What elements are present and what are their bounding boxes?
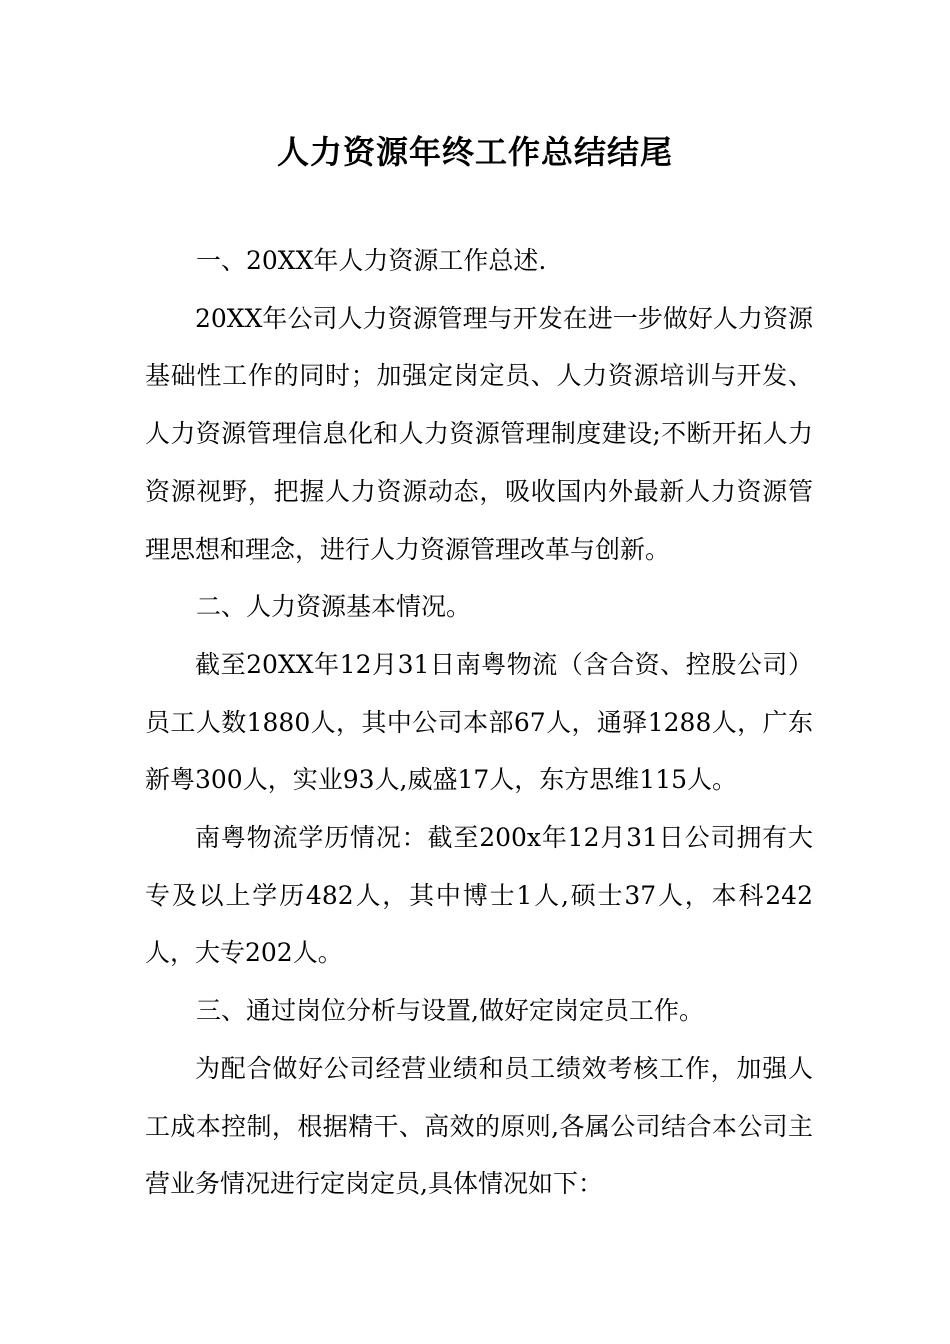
section-heading-2: 二、人力资源基本情况。 bbox=[196, 592, 472, 622]
paragraph-overview: 20XX年公司人力资源管理与开发在进一步做好人力资源基础性工作的同时；加强定岗定员、人力资源培训与开发、人力资源管理信息化和人力资源管理制度建设;不断开拓人力资源视野，把握人力资源动态，吸收国内外最新人力资源管理思想和理念，进行人力资源管理改革与创新。 bbox=[145, 303, 813, 564]
document-title: 人力资源年终工作总结结尾 bbox=[276, 133, 673, 171]
paragraph-headcount: 截至20XX年12月31日南粤物流（含合资、控股公司）员工人数1880人，其中公司本部67人，通驿1288人，广东新粤300人，实业93人,威盛17人，东方思维115人。 bbox=[145, 649, 813, 795]
section-heading-3: 三、通过岗位分析与设置,做好定岗定员工作。 bbox=[196, 996, 704, 1026]
document-body bbox=[145, 232, 813, 1213]
paragraph-staffing: 为配合做好公司经营业绩和员工绩效考核工作，加强人工成本控制，根据精干、高效的原则,各属公司结合本公司主营业务情况进行定岗定员,具体情况如下： bbox=[145, 1053, 813, 1199]
section-heading-1: 一、20XX年人力资源工作总述. bbox=[196, 246, 547, 275]
paragraph-education: 南粤物流学历情况：截至200x年12月31日公司拥有大专及以上学历482人，其中博士1人,硕士37人，本科242人，大专202人。 bbox=[145, 823, 813, 968]
